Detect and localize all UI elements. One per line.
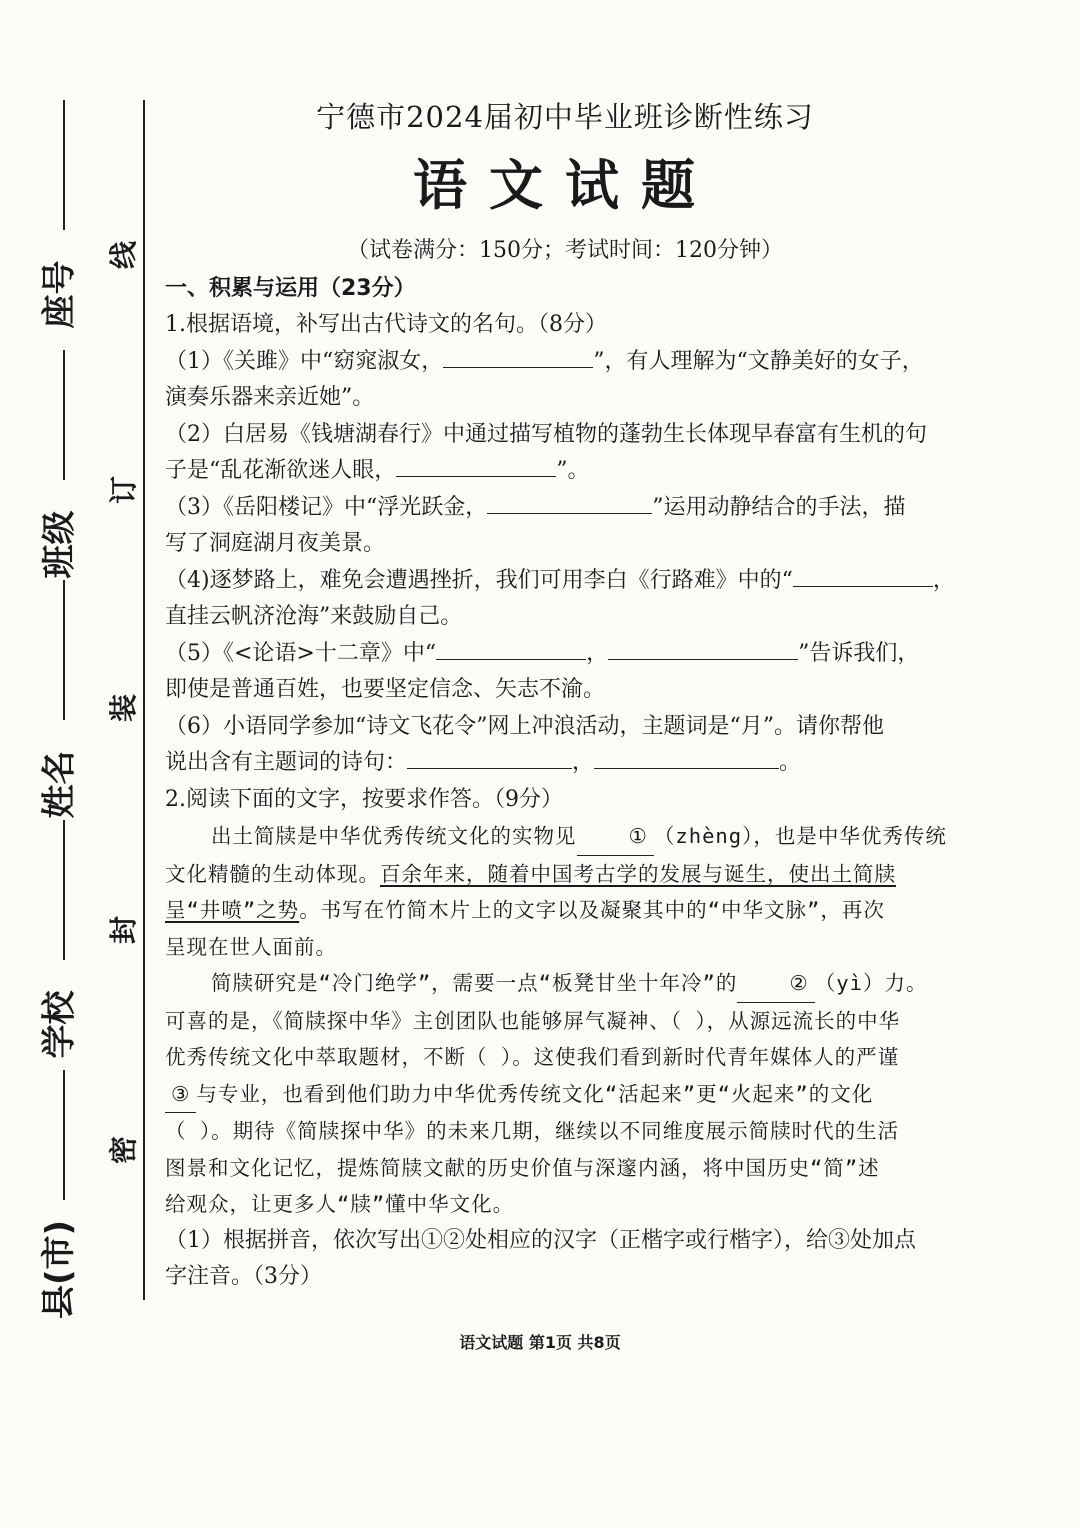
passage-paragraph-1: 出土简牍是中华优秀传统文化的实物见 ① （zhèng），也是中华优秀传统 <box>165 818 965 856</box>
q1-item-2-cont: 子是“乱花渐欲迷人眼， ”。 <box>165 458 590 483</box>
side-mark-zhuang: 装 <box>107 693 141 723</box>
q1-item-4: （4)逐梦路上，难免会遭遇挫折，我们可用李白《行路难》中的“ ， <box>165 567 955 593</box>
underlined-sentence-cont: 呈“井喷”之势 <box>165 898 300 922</box>
passage-line: 文化精髓的生动体现。百余年来，随着中国考古学的发展与诞生，使出土简牍 <box>165 861 896 886</box>
exam-title: 语文试题 <box>413 154 717 217</box>
section-heading: 一、积累与运用（23分） <box>165 276 416 301</box>
exam-page-content <box>165 95 965 1296</box>
q1-item-6-cont: 说出含有主题词的诗句： ， 。 <box>165 750 802 775</box>
binding-field-class: 班级 <box>39 510 80 579</box>
side-mark-ding: 订 <box>107 475 141 505</box>
answer-blank[interactable] <box>608 639 798 660</box>
q1-item-1-cont: 演奏乐器来亲近她”。 <box>165 385 375 410</box>
passage-line: 图景和文化记忆，提炼简牍文献的历史价值与深邃内涵，将中国历史“简”述 <box>165 1155 880 1180</box>
binding-line-school <box>63 820 65 960</box>
page-footer: 语文试题 第1页 共8页 <box>459 1333 621 1352</box>
binding-line-seat <box>63 100 65 230</box>
binding-field-county: 县(市) <box>39 1219 80 1320</box>
passage-line: 优秀传统文化中萃取题材，不断（ ）。这使我们看到新时代青年媒体人的严谨 <box>165 1045 900 1069</box>
binding-field-name: 姓名 <box>39 750 80 819</box>
answer-blank[interactable] <box>443 347 593 368</box>
passage-line: 呈“井喷”之势。书写在竹简木片上的文字以及凝聚其中的“中华文脉”，再次 <box>165 898 885 922</box>
exam-pretitle: 宁德市2024届初中毕业班诊断性练习 <box>316 100 814 134</box>
passage-line: 给观众，让更多人“牍”懂中华文化。 <box>165 1192 515 1216</box>
q1-item-5: （5）《<论语>十二章》中“ ， ”告诉我们， <box>165 640 920 666</box>
binding-line-name <box>63 580 65 720</box>
q1-item-3: （3）《岳阳楼记》中“浮光跃金， ”运用动静结合的手法，描 <box>165 494 906 520</box>
binding-field-seat: 座号 <box>39 260 80 329</box>
blank-marker-1: ① <box>577 818 654 856</box>
passage-line: 可喜的是，《简牍探中华》主创团队也能够屏气凝神、（ ），从源远流长的中华 <box>165 1008 901 1033</box>
answer-blank[interactable] <box>396 456 556 477</box>
answer-blank[interactable] <box>594 748 779 769</box>
side-mark-xian: 线 <box>107 240 141 270</box>
q2-stem: 2.阅读下面的文字，按要求作答。（9分） <box>165 786 563 812</box>
answer-blank[interactable] <box>407 748 572 769</box>
q1-item-3-cont: 写了洞庭湖月夜美景。 <box>165 531 386 556</box>
passage-line: 呈现在世人面前。 <box>165 934 337 959</box>
q1-item-4-cont: 直挂云帆济沧海”来鼓励自己。 <box>165 604 463 629</box>
q1-item-6: （6）小语同学参加“诗文飞花令”网上冲浪活动，主题词是“月”。请你帮他 <box>165 713 884 739</box>
binding-rule <box>143 100 145 1300</box>
binding-field-school: 学校 <box>39 990 80 1059</box>
exam-subtitle: （试卷满分：150分；考试时间：120分钟） <box>347 238 783 263</box>
binding-line-county <box>63 1070 65 1200</box>
q1-item-2: （2）白居易《钱塘湖春行》中通过描写植物的蓬勃生长体现早春富有生机的句 <box>165 421 927 447</box>
passage-line: ③ 与专业，也看到他们助力中华优秀传统文化“活起来”更“火起来”的文化 <box>165 1076 965 1114</box>
q1-item-1: （1）《关雎》中“窈窕淑女， ”，有人理解为“文静美好的女子， <box>165 348 924 374</box>
answer-blank[interactable] <box>487 493 652 514</box>
side-mark-mi: 密 <box>107 1135 141 1165</box>
side-mark-feng: 封 <box>107 915 141 945</box>
q1-item-5-cont: 即使是普通百姓，也要坚定信念、矢志不渝。 <box>165 677 606 702</box>
answer-blank[interactable] <box>793 566 933 587</box>
blank-marker-3: ③ <box>165 1076 196 1114</box>
blank-marker-2: ② <box>737 965 814 1003</box>
passage-paragraph-2: 简牍研究是“冷门绝学”，需要一点“板凳甘坐十年冷”的 ② （yì）力。 <box>165 965 965 1003</box>
answer-blank[interactable] <box>436 639 586 660</box>
q2-sub-1-cont: 字注音。（3分） <box>165 1264 322 1289</box>
q2-sub-1: （1）根据拼音，依次写出①②处相应的汉字（正楷字或行楷字），给③处加点 <box>165 1227 916 1253</box>
underlined-sentence: 百余年来，随着中国考古学的发展与诞生，使出土简牍 <box>380 861 896 886</box>
q1-stem: 1.根据语境，补写出古代诗文的名句。（8分） <box>165 312 607 337</box>
binding-line-class <box>63 350 65 480</box>
passage-line: （ ）。期待《简牍探中华》的未来几期，继续以不同维度展示简牍时代的生活 <box>165 1119 900 1143</box>
